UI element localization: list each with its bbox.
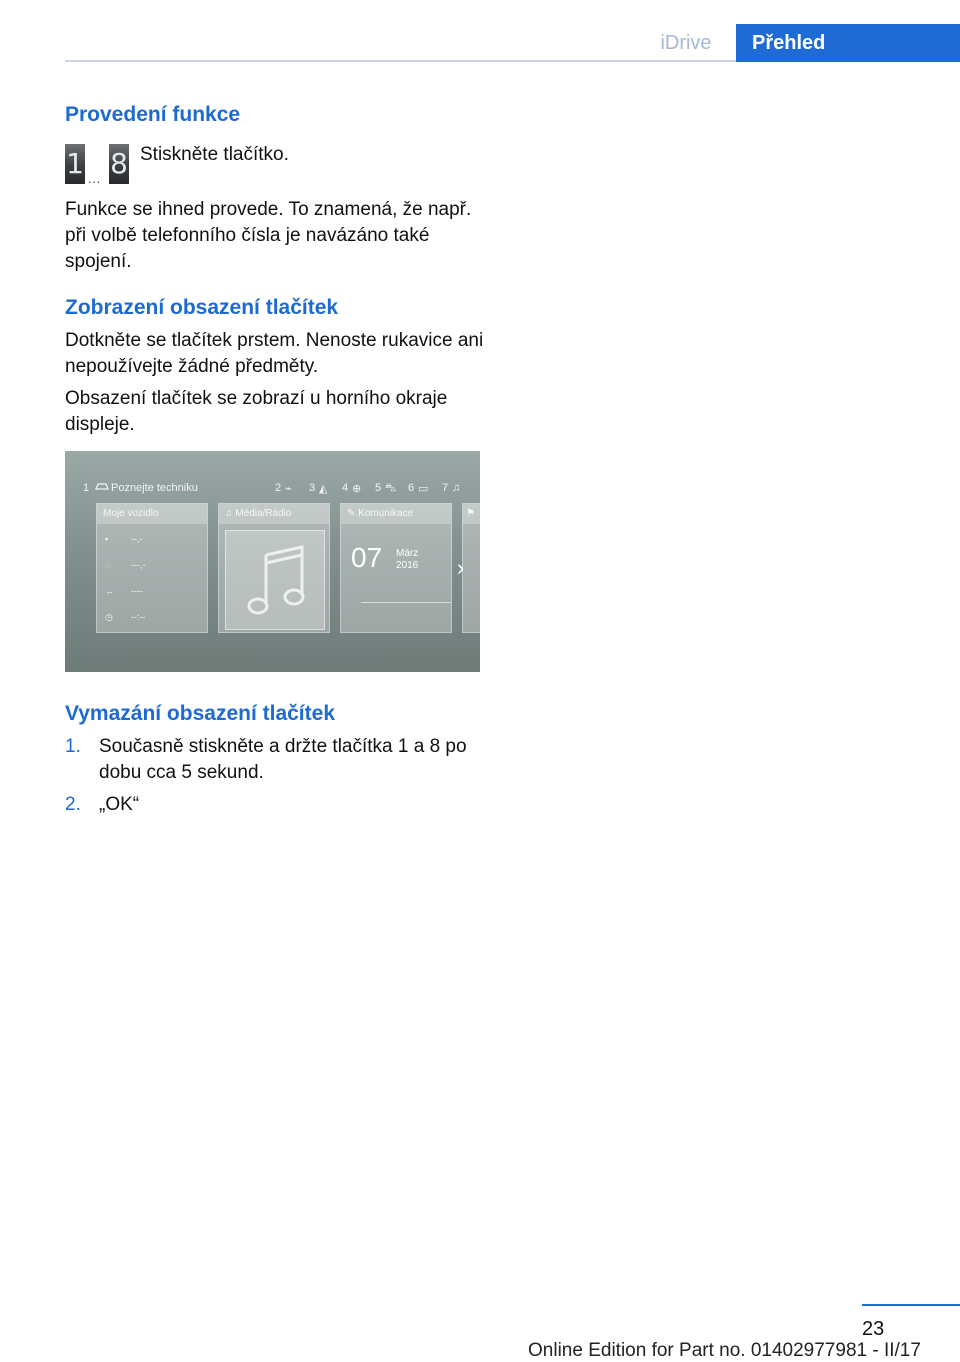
vozidlo-row: ◌ ---,-: [105, 560, 146, 570]
tile-media-title: ♫ Média/Rádio: [219, 504, 329, 524]
phone-icon: ⌁: [285, 483, 292, 495]
strip-key-4: 4: [342, 482, 349, 494]
edition-footer: Online Edition for Part no. 01402977981 - II/17: [528, 1340, 921, 1361]
range-icon: ↔: [105, 586, 114, 596]
strip-key-3: 3: [309, 482, 316, 494]
key-1-icon: 1: [65, 144, 85, 184]
heading-provedeni: Provedení funkce: [65, 103, 241, 126]
instruction-text: Stiskněte tlačítko.: [140, 144, 289, 165]
step-text: „OK“: [99, 794, 140, 815]
pen-icon: ✎: [347, 508, 359, 519]
step-number: 2.: [65, 794, 81, 815]
car-icon: ⛍: [385, 482, 397, 494]
music-note-icon: ♫: [452, 482, 461, 494]
key-8-icon: 8: [109, 144, 129, 184]
step-item: [65, 792, 485, 822]
flag-icon: ⚑: [463, 504, 480, 524]
calendar-day: 07: [351, 542, 383, 573]
tile-media: [218, 503, 330, 633]
tile-komunikace: [340, 503, 452, 633]
tile-divider: [361, 602, 451, 603]
fuel-icon: ▪: [105, 534, 109, 544]
navigation-icon: ◭: [319, 483, 328, 495]
page-number-rule: [862, 1304, 960, 1306]
strip-key-1: 1: [83, 482, 90, 494]
clock-icon: ◷: [105, 612, 113, 622]
car-icon: [95, 482, 109, 494]
vozidlo-row: ▪ --,-: [105, 534, 143, 544]
tile-vozidlo: [96, 503, 208, 633]
page-number: 23: [862, 1318, 885, 1340]
window-icon: ▭: [418, 483, 429, 495]
music-note-icon: ♫: [225, 508, 236, 519]
idrive-screen-illustration: [65, 451, 480, 672]
strip-key-6: 6: [408, 482, 415, 494]
ellipsis: …: [87, 170, 102, 186]
tile-komunikace-title: ✎ Komunikace: [341, 504, 451, 524]
provedeni-body: Funkce se ihned provede. To znamená, že např. při volbě telefonního čísla je navázáno také spojení.: [65, 199, 472, 272]
calendar-month: März 2016: [396, 548, 419, 571]
step-text: Současně stiskněte a držte tlačítka 1 a 8 po dobu cca 5 sekund.: [99, 736, 467, 783]
tab-idrive[interactable]: iDrive: [660, 32, 712, 54]
key-icons: [65, 144, 129, 186]
strip-key-7: 7: [442, 482, 449, 494]
zobrazeni-p2: Obsazení tlačítek se zobrazí u horního okraje displeje.: [65, 388, 448, 435]
step-item: [65, 734, 485, 794]
gauge-icon: ◌: [105, 560, 111, 570]
music-note-icon: [226, 531, 324, 629]
heading-vymazani: Vymazání obsazení tlačítek: [65, 702, 335, 725]
heading-zobrazeni: Zobrazení obsazení tlačítek: [65, 296, 339, 319]
vozidlo-row: ↔ ----: [105, 586, 143, 596]
strip-key-1-label: Poznejte techniku: [111, 482, 198, 494]
chevron-right-icon: ›: [457, 555, 465, 580]
tile-vozidlo-title: Moje vozidlo: [97, 504, 207, 524]
vozidlo-row: ◷ --:--: [105, 612, 146, 622]
tab-prehled[interactable]: Přehled: [736, 24, 960, 62]
zobrazeni-p1: Dotkněte se tlačítek prstem. Nenoste rukavice ani nepoužívejte žádné předměty.: [65, 330, 484, 377]
strip-key-5: 5: [375, 482, 382, 494]
globe-icon: ⊕: [352, 483, 362, 495]
album-art-placeholder: [225, 530, 325, 630]
favorite-keys-strip: [65, 475, 480, 499]
step-number: 1.: [65, 736, 81, 757]
tile-next-partial: [462, 503, 480, 633]
strip-key-2: 2: [275, 482, 282, 494]
